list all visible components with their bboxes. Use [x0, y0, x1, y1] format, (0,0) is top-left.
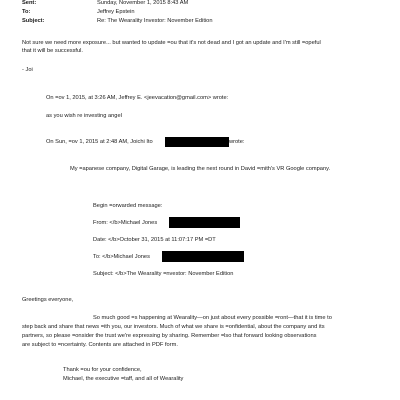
- newsletter-paragraph-line-4: are subject to =ncertainty. Contents are attached in PDF form.: [22, 342, 178, 348]
- quote2-header-pre: On Sun, =ov 1, 2015 at 2:48 AM, Joichi Ito: [46, 139, 153, 145]
- quote2-text: My =apanese company, Digital Garage, is leading the next round in David =mith's VR Google company.: [70, 166, 331, 172]
- to-label: To:: [22, 9, 31, 15]
- subject-value: Re: The Wearality Investor: November Edition: [97, 18, 213, 24]
- reply-line-2: that it will be successful.: [22, 48, 84, 54]
- forwarded-begin: Begin =orwarded message:: [93, 203, 163, 209]
- redaction-bar: [169, 217, 240, 228]
- newsletter-paragraph-line-2: step back and share that news =ith you, our investors. Much of what we share is =onfidential, about the company and its: [22, 324, 325, 330]
- newsletter-paragraph-line-3: partners, so please =onsider the trust we're expressing by sharing. Remember =lso that forward looking observations: [22, 333, 317, 339]
- quote1-text: as you wish re investing angel: [46, 113, 122, 119]
- forwarded-subject: Subject: </b>The Wearality =nvestor: November Edition: [93, 271, 234, 277]
- forwarded-date: Date: </b>October 31, 2015 at 11:07:17 PM =DT: [93, 237, 216, 243]
- redaction-bar: [162, 251, 244, 262]
- newsletter-greeting: Greetings everyone,: [22, 297, 74, 303]
- forwarded-to: To: </b>Michael Jones: [93, 254, 150, 260]
- newsletter-thanks: Thank =ou for your confidence,: [63, 367, 142, 373]
- newsletter-signature: Michael, the executive =taff, and all of Wearality: [63, 376, 184, 382]
- sent-value: Sunday, November 1, 2015 8:43 AM: [97, 0, 189, 6]
- subject-label: Subject:: [22, 18, 45, 24]
- forwarded-from: From: </b>Michael Jones: [93, 220, 158, 226]
- reply-line-1: Not sure we need more exposure... but wanted to update =ou that it's not dead and I got an update and I'm still =opeful: [22, 40, 321, 46]
- reply-signoff: - Joi: [22, 67, 33, 73]
- redaction-bar: [165, 137, 229, 147]
- quote2-header-post: wrote:: [229, 139, 245, 145]
- quote1-header: On =ov 1, 2015, at 3:26 AM, Jeffrey E. <jeevacation@gmail.com> wrote:: [46, 95, 229, 101]
- newsletter-paragraph-line-1: So much good =s happening at Wearality—on just about every possible =ront—that it is time to: [93, 315, 332, 321]
- sent-label: Sent:: [22, 0, 37, 6]
- to-value: Jeffrey Epstein: [97, 9, 135, 15]
